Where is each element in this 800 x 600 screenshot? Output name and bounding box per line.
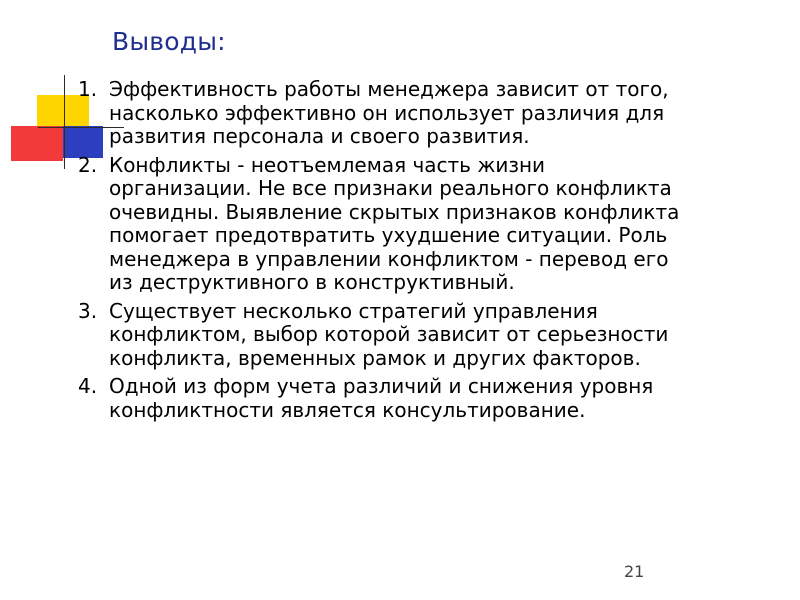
list-item [78,300,783,371]
list-item [78,78,783,149]
conclusions-list [78,78,783,427]
item-text: Одной из форм учета различий и снижения уровня конфликтности является консультирование. [109,374,654,422]
item-number: 2. [78,152,98,177]
page-number: 21 [624,562,645,581]
decor-vertical-line [64,75,65,169]
decor-red-square [11,126,63,161]
list-item [78,375,783,422]
item-number: 1. [78,77,98,101]
list-item [78,154,783,295]
item-text: Эффективность работы менеджера зависит от того, насколько эффективно он использует различия для развития персонала и своего развития. [109,77,669,148]
item-number: 4. [78,374,98,398]
item-text: Существует несколько стратегий управления конфликтом, выбор которой зависит от серьезности конфликта, временных рамок и других факторов. [109,298,669,370]
slide-title: Выводы: [112,27,226,56]
item-number: 3. [78,298,98,323]
item-text: Конфликты - неотъемлемая часть жизни организации. Не все признаки реального конфликта очевидны. Выявление скрытых признаков конфликта помогает предотвратить ухудшение ситуации. Роль менеджера в управлении конфликтом - перевод его из деструктивного в конструктивный. [109,152,680,294]
